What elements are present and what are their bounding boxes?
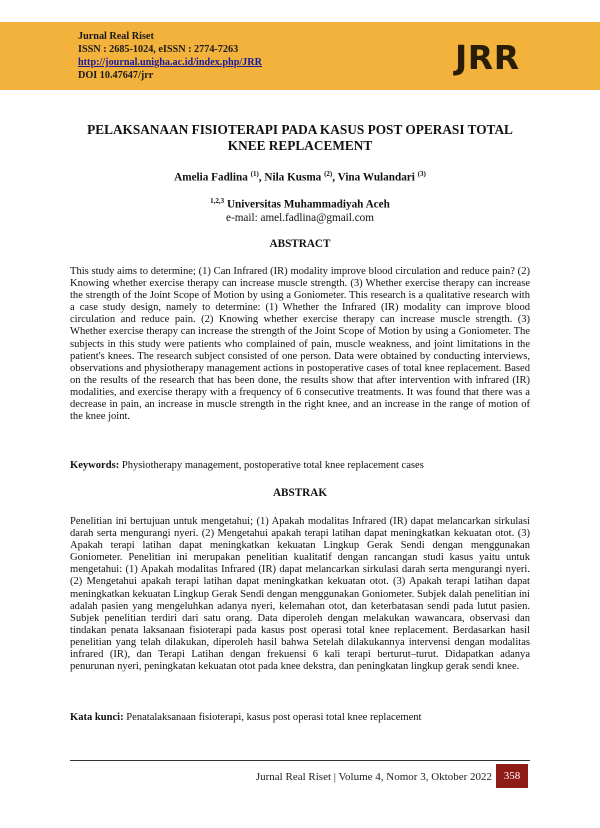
journal-name: Jurnal Real Riset bbox=[78, 31, 154, 42]
author-mark: (2) bbox=[324, 170, 333, 178]
footer-citation: Jurnal Real Riset | Volume 4, Nomor 3, Oktober 2022 bbox=[255, 771, 492, 783]
author-name: Amelia Fadlina bbox=[174, 171, 248, 184]
journal-header bbox=[78, 30, 262, 82]
author-name: Vina Wulandari bbox=[337, 171, 415, 184]
affiliation-mark: 1,2,3 bbox=[210, 197, 225, 205]
abstrak-heading: ABSTRAK bbox=[272, 487, 328, 499]
author-list: Amelia Fadlina $^{(1)}$, Nila Kusma $^{(2)}$, Vina Wulandari $^{(3)}$ bbox=[174, 170, 426, 184]
kata-kunci-label: Kata kunci: bbox=[70, 712, 124, 723]
author-mark: (3) bbox=[417, 170, 426, 178]
article-title: PELAKSANAAN FISIOTERAPI PADA KASUS POST OPERASI TOTAL KNEE REPLACEMENT bbox=[87, 122, 513, 153]
author-mark: (1) bbox=[250, 170, 259, 178]
author-email: e-mail: amel.fadlina@gmail.com bbox=[226, 211, 374, 224]
journal-doi: DOI 10.47647/jrr bbox=[78, 70, 154, 81]
keywords-label: Keywords: bbox=[70, 460, 120, 471]
footer-divider bbox=[70, 760, 530, 761]
jrr-logo: JRR bbox=[455, 38, 520, 77]
abstract-keywords bbox=[70, 460, 530, 472]
kata-kunci-text: Penatalaksanaan fisioterapi, kasus post operasi total knee replacement bbox=[126, 712, 422, 723]
abstrak-keywords bbox=[70, 712, 530, 724]
journal-issn: ISSN : 2685-1024, eISSN : 2774-7263 bbox=[78, 44, 239, 55]
page-number: 358 bbox=[496, 764, 528, 788]
abstract-text: This study aims to determine; (1) Can Infrared (IR) modality improve blood circulation and reduce pain? (2) Knowing whether exercise therapy can increase muscle strength. (3) Whether exercise therapy can increase the strength of the Joint Scope of Motion by using a Goniometer. This research is a qualitative research with a case study design, namely to determine: (1) Whether the Infrared (IR) modality can improve blood circulation and reduce pain. (2) Knowing whether exercise therapy can increase muscle strength. (3) Whether exercise therapy can increase the strength of the Joint Scope of Motion by using a Goniometer. The subjects in this study were patients who complained of pain, muscle weakness, and joint limitations in the patient's knees. The research subject consisted of one person. Data were obtained by conducting interviews, observations and physiotherapy management actions in postoperative cases of total knee replacement. Based on the results of the research that has been done, the results show that after intervention with infrared (IR) modalities, and exercise therapy with a frequency of 6 consecutive treatments. It was found that there was a decrease in pain, an increase in muscle strength in the right knee, and an increase in the range of motion of the knee joint. bbox=[70, 266, 530, 423]
journal-url-link[interactable]: http://journal.unigha.ac.id/index.php/JRR bbox=[78, 57, 262, 68]
abstrak-text: Penelitian ini bertujuan untuk mengetahui; (1) Apakah modalitas Infrared (IR) dapat melancarkan sirkulasi darah serta mengurangi nyeri. (2) Mengetahui apakah terapi latihan dapat meningkatkan kekuatan otot. (3) Apakah terapi latihan dapat meningkatkan kekuatan Lingkup Gerak Sendi dengan menggunakan Goniometer. Penelitian ini merupakan penelitian kualitatif dengan rancangan studi kasus yaitu untuk mengetahui: (1) Apakah modalitas Infrared (IR) dapat melancarkan sirkulasi darah serta mengurangi nyeri. (2) Mengetahui apakah terapi latihan dapat meningkatkan kekuatan otot. (3) Apakah terapi latihan dapat meningkatkan kekuatan Lingkup Gerak Sendi dengan menggunakan Goniometer. Subjek dalah penelitian ini adalah pasien yang mengeluhkan adanya nyeri, kelemahan otot, dan keterbatasan sendi pada lutut pasien. Subjek penelitian terdiri dari satu orang. Data diperoleh dengan melakukan wawancara, observasi dan tindakan penata laksanaan fisioterapi pada kasus post operasi total knee replacement. Berdasarkan hasil penelitian yang telah dilakukan, diperoleh hasil bahwa Setelah dilakukannya intervensi dengan modalitas infrared (IR), dan Terapi Latihan dengan frekuensi 6 kali terapi berturut–turut. Didapatkan adanya penurunan nyeri, peningkatan kekuatan otot pada knee dekstra, dan peningkatan lingkup gerak sendi knee. bbox=[70, 516, 530, 673]
affiliation-block bbox=[70, 195, 530, 225]
abstract-heading: ABSTRACT bbox=[269, 238, 331, 250]
keywords-text: Physiotherapy management, postoperative total knee replacement cases bbox=[121, 460, 424, 471]
affiliation-name: Universitas Muhammadiyah Aceh bbox=[226, 198, 390, 211]
author-name: Nila Kusma bbox=[264, 171, 322, 184]
